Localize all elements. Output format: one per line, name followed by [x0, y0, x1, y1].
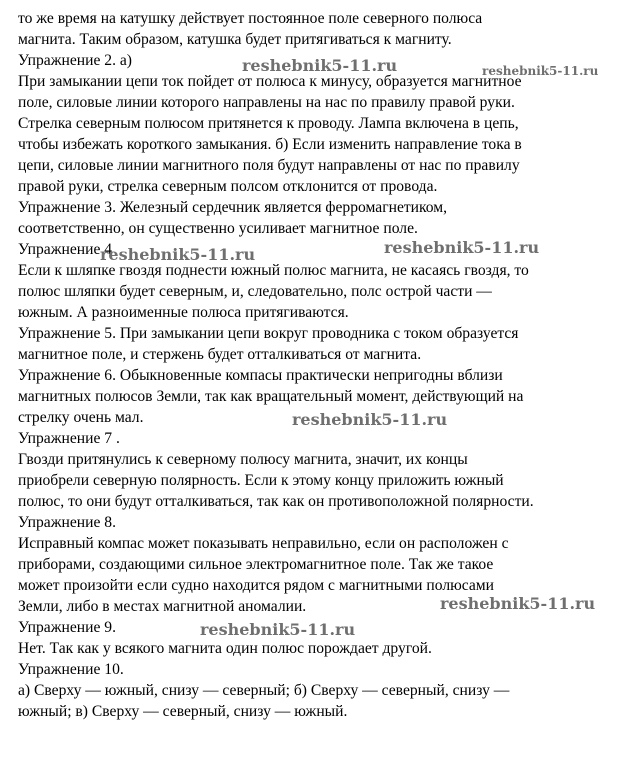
- text-line: правой руки, стрелка северным полсом отклонится от провода.: [18, 178, 438, 195]
- watermark: reshebnik5-11.ru: [440, 594, 596, 613]
- text-line: Если к шляпке гвоздя поднести южный полюс магнита, не касаясь гвоздя, то: [18, 262, 529, 279]
- text-line: может произойти если судно находится рядом с магнитными полюсами: [18, 577, 495, 594]
- exercise-heading: Упражнение 3. Железный сердечник является ферромагнетиком,: [18, 199, 448, 216]
- exercise-heading: Упражнение 6. Обыкновенные компасы практически непригодны вблизи: [18, 367, 503, 384]
- exercise-heading: Упражнение 8.: [18, 514, 116, 531]
- text-line: полюс, то они будут отталкиваться, так как он противоположной полярности.: [18, 493, 534, 510]
- watermark: reshebnik5-11.ru: [384, 238, 540, 257]
- text-line: цепи, силовые линии магнитного поля будут направлены от нас по правилу: [18, 157, 520, 174]
- exercise-heading: Упражнение 9.: [18, 619, 116, 636]
- text-line: то же время на катушку действует постоянное поле северного полюса: [18, 10, 483, 27]
- watermark: reshebnik5-11.ru: [242, 56, 398, 75]
- exercise-heading: Упражнение 2. а): [18, 52, 132, 69]
- text-line: стрелку очень мал.: [18, 409, 144, 426]
- text-line: приобрели северную полярность. Если к этому концу приложить южный: [18, 472, 504, 489]
- text-line: магнитное поле, и стержень будет отталкиваться от магнита.: [18, 346, 422, 363]
- text-line: Исправный компас может показывать неправильно, если он расположен с: [18, 535, 509, 552]
- exercise-heading: Упражнение 4: [18, 241, 113, 258]
- text-line: поле, силовые линии которого направлены на нас по правилу правой руки.: [18, 94, 515, 111]
- text-line: полюс шляпки будет северным, и, следовательно, полс острой части —: [18, 283, 492, 300]
- text-line: магнита. Таким образом, катушка будет притягиваться к магниту.: [18, 31, 452, 48]
- text-line: а) Сверху — южный, снизу — северный; б) Сверху — северный, снизу —: [18, 682, 510, 699]
- document-body: [18, 8, 630, 722]
- watermark: reshebnik5-11.ru: [200, 620, 356, 639]
- text-line: приборами, создающими сильное электромагнитное поле. Так же такое: [18, 556, 494, 573]
- text-line: При замыкании цепи ток пойдет от полюса к минусу, образуется магнитное: [18, 73, 522, 90]
- exercise-heading: Упражнение 7 .: [18, 430, 120, 447]
- text-line: южный; в) Сверху — северный, снизу — южный.: [18, 703, 348, 720]
- text-line: Стрелка северным полюсом притянется к проводу. Лампа включена в цепь,: [18, 115, 519, 132]
- watermark: reshebnik5-11.ru: [292, 410, 448, 429]
- text-line: Нет. Так как у всякого магнита один полюс порождает другой.: [18, 640, 432, 657]
- exercise-heading: Упражнение 10.: [18, 661, 124, 678]
- exercise-heading: Упражнение 5. При замыкании цепи вокруг проводника с током образуется: [18, 325, 519, 342]
- text-line: южным. А разноименные полюса притягиваются.: [18, 304, 349, 321]
- text-line: Земли, либо в местах магнитной аномалии.: [18, 598, 307, 615]
- text-line: магнитных полюсов Земли, так как вращательный момент, действующий на: [18, 388, 524, 405]
- text-line: Гвозди притянулись к северному полюсу магнита, значит, их концы: [18, 451, 468, 468]
- watermark: reshebnik5-11.ru: [100, 245, 256, 264]
- text-line: соответственно, он существенно усиливает магнитное поле.: [18, 220, 418, 237]
- watermark: reshebnik5-11.ru: [482, 64, 599, 78]
- text-line: чтобы избежать короткого замыкания. б) Если изменить направление тока в: [18, 136, 522, 153]
